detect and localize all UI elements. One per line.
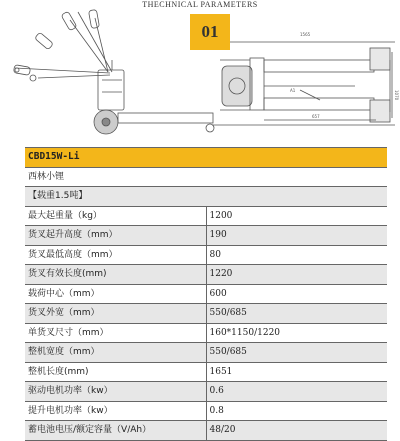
spec-label: 货叉最低高度（mm） bbox=[25, 245, 206, 265]
spec-label: 货叉有效长度(mm) bbox=[25, 265, 206, 285]
spec-label: 货叉起升高度（mm） bbox=[25, 226, 206, 246]
load-section-title: 【载重1.5吨】 bbox=[25, 187, 387, 207]
model-name: CBD15W-Li bbox=[25, 148, 387, 168]
spec-value: 0.8 bbox=[206, 401, 387, 421]
spec-value: 1200 bbox=[206, 206, 387, 226]
spec-row bbox=[25, 362, 387, 382]
spec-value: 550/685 bbox=[206, 343, 387, 363]
spec-row bbox=[25, 265, 387, 285]
model-row bbox=[25, 148, 387, 168]
spec-value: 550/685 bbox=[206, 304, 387, 324]
spec-value: 48/20 bbox=[206, 421, 387, 441]
spec-table bbox=[25, 147, 387, 441]
spec-row bbox=[25, 284, 387, 304]
dim-label-4: 1070 bbox=[394, 90, 399, 101]
top-view-drawing bbox=[212, 42, 395, 125]
spec-row bbox=[25, 323, 387, 343]
spec-value: 1220 bbox=[206, 265, 387, 285]
spec-value: 80 bbox=[206, 245, 387, 265]
spec-row bbox=[25, 421, 387, 441]
spec-label: 载荷中心（mm） bbox=[25, 284, 206, 304]
brand-row bbox=[25, 167, 387, 187]
section-number-badge: 01 bbox=[190, 14, 230, 50]
spec-value: 600 bbox=[206, 284, 387, 304]
spec-label: 货叉外宽（mm） bbox=[25, 304, 206, 324]
spec-label: 驱动电机功率（kw） bbox=[25, 382, 206, 402]
spec-value: 1651 bbox=[206, 362, 387, 382]
dim-label-1: 1565 bbox=[300, 32, 311, 37]
spec-row bbox=[25, 206, 387, 226]
side-view-drawing bbox=[13, 9, 214, 134]
section-row bbox=[25, 187, 387, 207]
spec-label: 整机宽度（mm） bbox=[25, 343, 206, 363]
spec-value: 160*1150/1220 bbox=[206, 323, 387, 343]
spec-label: 整机长度(mm) bbox=[25, 362, 206, 382]
brand-name: 西林小锂 bbox=[25, 167, 387, 187]
spec-value: 0.6 bbox=[206, 382, 387, 402]
spec-value: 190 bbox=[206, 226, 387, 246]
page-header-title: THECHNICAL PARAMETERS bbox=[142, 0, 258, 9]
spec-row bbox=[25, 401, 387, 421]
spec-row bbox=[25, 382, 387, 402]
dim-label-3: 657 bbox=[312, 114, 320, 119]
spec-row bbox=[25, 226, 387, 246]
spec-label: 单货叉尺寸（mm） bbox=[25, 323, 206, 343]
spec-row bbox=[25, 304, 387, 324]
spec-label: 提升电机功率（kw） bbox=[25, 401, 206, 421]
dim-label-2: A1 bbox=[290, 88, 296, 93]
spec-row bbox=[25, 245, 387, 265]
spec-label: 蓄电池电压/额定容量（V/Ah） bbox=[25, 421, 206, 441]
spec-row bbox=[25, 343, 387, 363]
spec-label: 最大起重量（kg） bbox=[25, 206, 206, 226]
